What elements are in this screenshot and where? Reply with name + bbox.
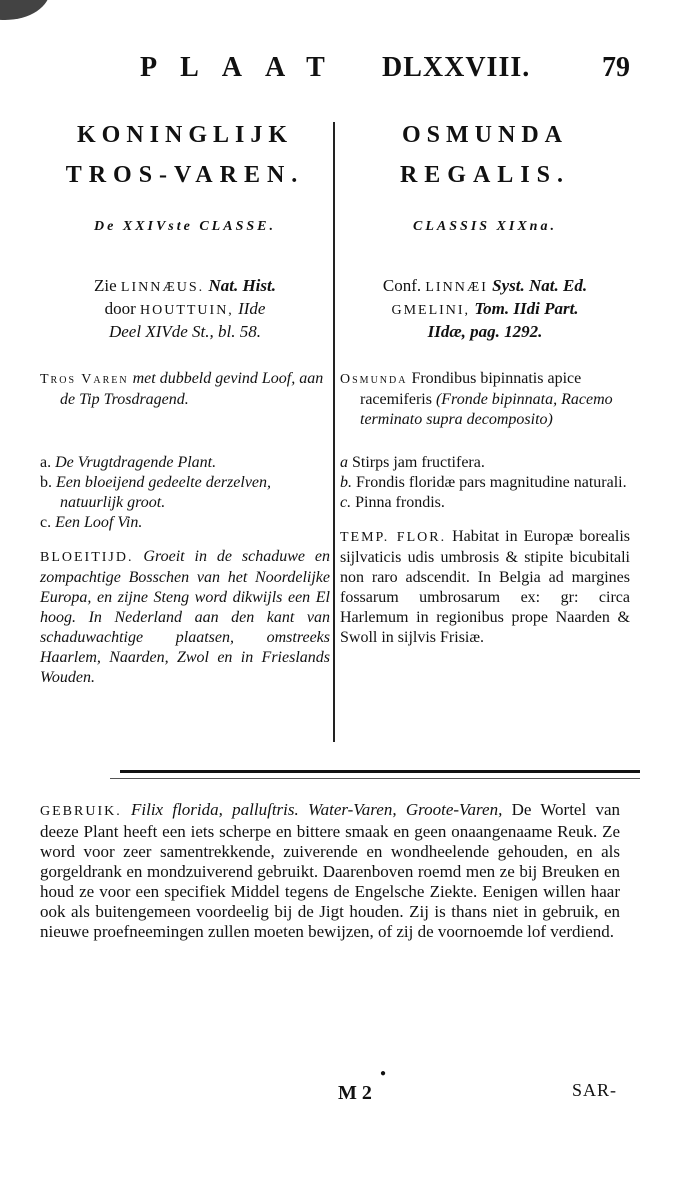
dutch-column <box>40 115 330 688</box>
latin-reference <box>340 275 630 339</box>
usage-paragraph <box>40 800 620 942</box>
latin-title-line2: REGALIS. <box>399 162 571 188</box>
latin-column <box>340 115 630 648</box>
latin-classe: CLASSIS XIXna. <box>413 219 557 234</box>
dutch-description <box>40 369 330 453</box>
desc-text: met dubbeld gevind Loof, aan de Tip Trosdragend. <box>60 370 324 408</box>
habitat-head: BLOEITIJD. <box>40 550 134 565</box>
dutch-figure-list <box>40 453 330 533</box>
ref-author: HOUTTUIN, <box>139 303 234 318</box>
latin-description <box>340 369 630 453</box>
page-corner-shadow <box>0 0 50 20</box>
ref-volume: Deel XIVde St., bl. 58. <box>108 322 261 341</box>
signature-mark: M 2 <box>338 1082 372 1104</box>
ornament-dot: ● <box>380 1068 387 1079</box>
figure-item: c. Pinna frondis. <box>340 494 445 511</box>
ref-word: door <box>104 299 136 318</box>
desc-genus: Tros Varen <box>40 372 129 387</box>
ref-word: Zie <box>94 276 117 295</box>
latin-title-line1: OSMUNDA <box>402 122 568 148</box>
ref-volume: IIdæ, pag. 1292. <box>427 322 543 341</box>
desc-text: Frondibus bipinnatis apice racemiferis <box>360 370 582 408</box>
latin-habitat <box>340 527 630 648</box>
dutch-habitat <box>40 547 330 688</box>
plate-number: DLXXVIII. <box>382 52 531 83</box>
figure-item: a Stirps jam fructifera. <box>340 454 485 471</box>
figure-item: b. Frondis floridæ pars magnitudine naturali. <box>340 474 627 491</box>
section-rule <box>120 770 640 773</box>
habitat-text: Groeit in de schaduwe en zompachtige Bosschen van het Noordelijke Europa, en zijne Steng word dikwijls een El hoog. In Nederland aan den kant van schaduwachtige plaatsen, omstreeks Haarlem, Naarden, Zwol en in Frieslands Wouden. <box>40 548 331 686</box>
ref-work: Syst. Nat. Ed. <box>492 276 588 295</box>
dutch-title-line1: KONINGLIJK <box>76 122 294 148</box>
usage-names: Filix florida, palluſtris. Water-Varen, Groote-Varen, <box>131 800 503 819</box>
desc-genus: Osmunda <box>340 372 408 387</box>
page-number: 79 <box>602 52 630 83</box>
usage-text: De Wortel van deeze Plant heeft een iets scherpe en bittere smaak en geen onaangenaame Reuk. Ze word voor zeer samentrekkende, zuiverende en wondheelende gehouden, en als gorgeldrank en mondzuiverend gebruikt. Daarenboven roemd men ze bij Breuken en houd ze voor een specifiek Middel tegens de Engelsche Ziekte. Eenigen willen haar ook als buitengemeen voordeelig bij de Jigt houden. Zij is thans niet in gebruik, en nieuwe proefneemingen zullen moeten bewijzen, of zij de voornoemde lof verdiend. <box>40 800 621 941</box>
figure-item: b. Een bloeijend gedeelte derzelven, natuurlijk groot. <box>40 474 272 511</box>
section-rule-thin <box>110 778 640 779</box>
column-divider <box>333 122 335 742</box>
latin-figure-list <box>340 453 630 513</box>
ref-author: LINNÆI <box>425 280 488 295</box>
ref-work: Nat. Hist. <box>208 276 276 295</box>
usage-head: GEBRUIK. <box>40 804 122 819</box>
ref-part: Tom. IIdi Part. <box>474 299 579 318</box>
dutch-title-line2: TROS-VAREN. <box>65 162 305 188</box>
habitat-head: TEMP. FLOR. <box>340 530 447 545</box>
ref-part: IIde <box>238 299 266 318</box>
desc-italic: (Fronde bipinnata, Racemo terminato supra decomposito) <box>360 391 613 428</box>
habitat-text: Habitat in Europæ borealis sijlvaticis udis umbrosis & stipite bicubitali non raro adscendit. In Belgia ad margines fossarum umbrosarum ex: gr: circa Harlemum in regionibus prope Naarden & Swoll in sijlvis Frisiæ. <box>340 528 631 646</box>
ref-author: LINNÆUS. <box>120 280 205 295</box>
dutch-reference <box>40 275 330 339</box>
catchword: SAR- <box>572 1080 618 1100</box>
figure-item: c. Een Loof Vin. <box>40 514 143 531</box>
ref-word: Conf. <box>382 276 422 295</box>
figure-item: a. De Vrugtdragende Plant. <box>40 454 217 471</box>
dutch-classe: De XXIVste CLASSE. <box>94 219 276 234</box>
running-head <box>140 52 640 92</box>
ref-author: GMELINI, <box>391 303 471 318</box>
plaat-label: PLAAT <box>140 52 348 83</box>
